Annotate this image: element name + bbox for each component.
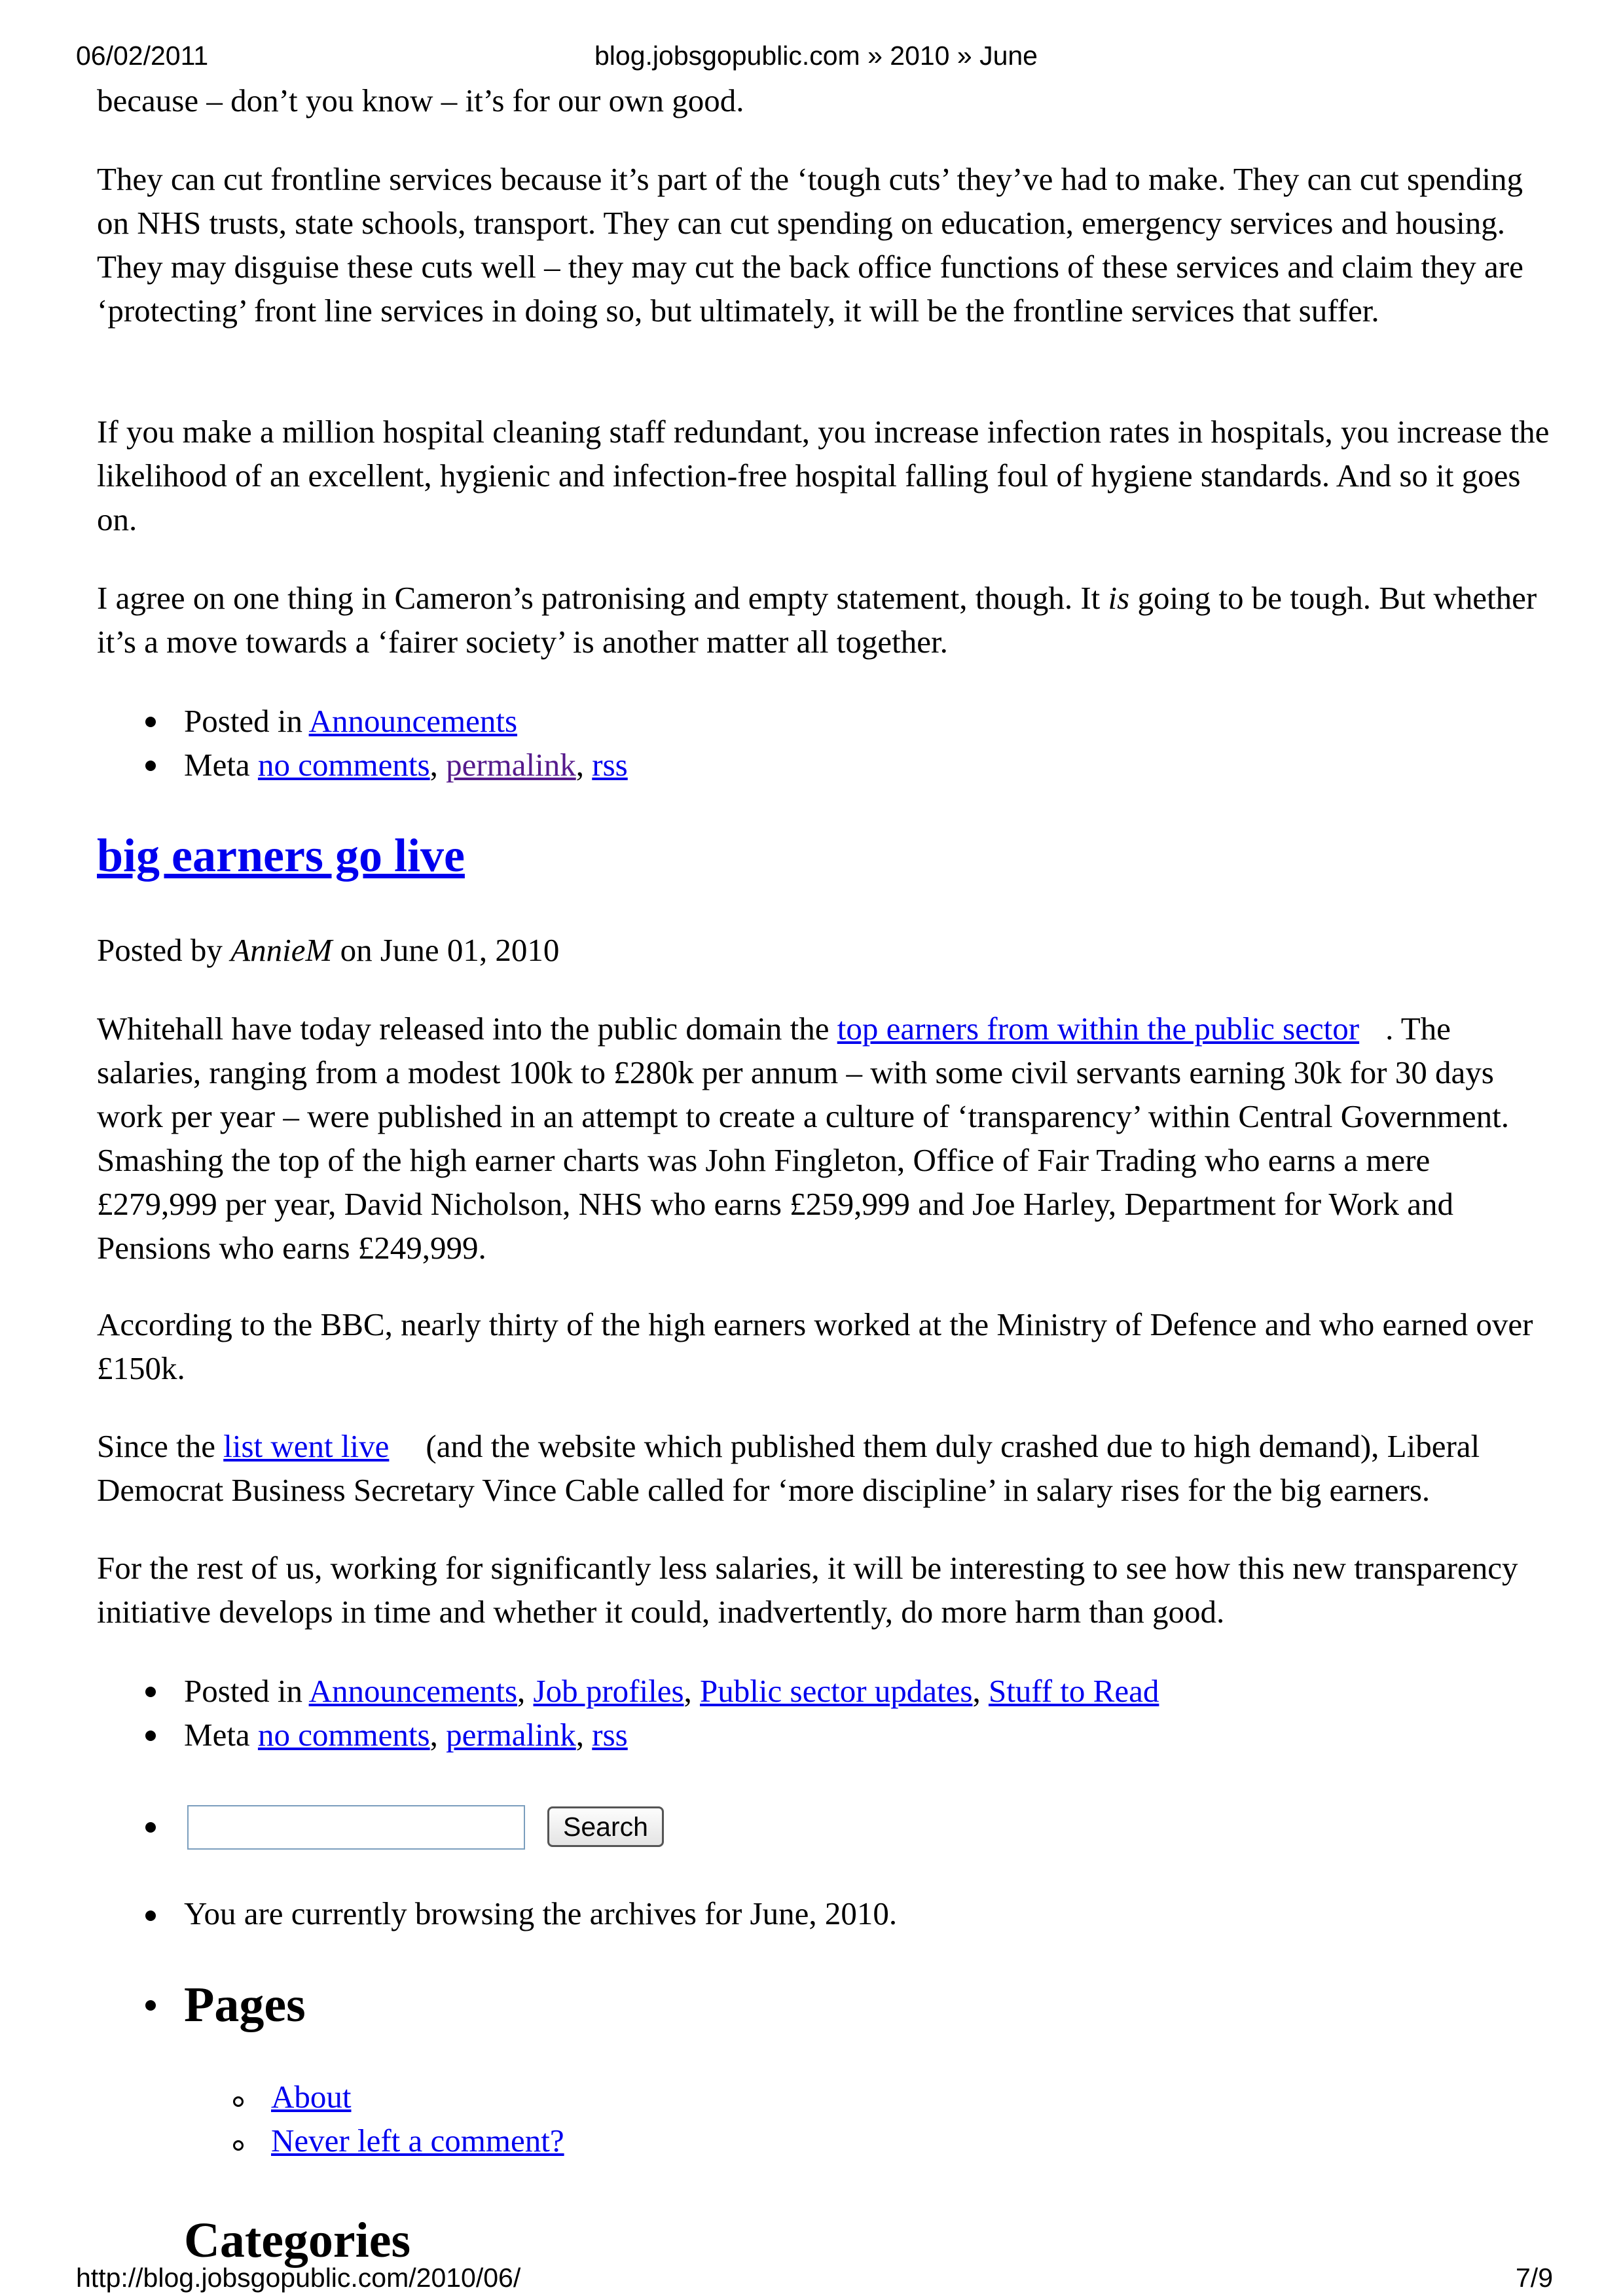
meta-item: Meta no comments, permalink, rss [97, 1713, 1537, 1757]
category-link-announcements[interactable]: Announcements [308, 1673, 518, 1709]
post-meta-list [97, 1669, 1537, 1757]
post-title-link[interactable]: big earners go live [97, 829, 465, 882]
prev-post-paragraph: I agree on one thing in Cameron’s patronising and empty statement, though. It is going to be tough. But whether it’s a move towards a ‘fairer society’ is another matter all together. [97, 580, 1537, 660]
top-earners-link[interactable]: top earners from within the public sector [837, 1011, 1360, 1047]
search-input[interactable] [187, 1805, 525, 1850]
category-link-stuff-to-read[interactable]: Stuff to Read [988, 1673, 1159, 1709]
print-footer-url: http://blog.jobsgopublic.com/2010/06/ [76, 2263, 521, 2293]
category-link-public-sector-updates[interactable]: Public sector updates [700, 1673, 973, 1709]
print-footer-page-number: 7/9 [1516, 2263, 1553, 2293]
archive-note: You are currently browsing the archives for June, 2010. [184, 1895, 898, 1931]
no-comments-link[interactable]: no comments [257, 747, 430, 783]
post-paragraph: Whitehall have today released into the public domain the top earners from within the public sector . The salaries, ranging from a modest 100k to £280k per annum – with some civil servants earning 30k for 30 days work per year – were published in an attempt to create a culture of ‘transparency’ within Central Government. Smashing the top of the high earner charts was John Fingleton, Office of Fair Trading who earns a mere £279,999 per year, David Nicholson, NHS who earns £259,999 and Joe Harley, Department for Work and Pensions who earns £249,999. [97, 1011, 1509, 1266]
circle-bullet [233, 2140, 244, 2151]
post-paragraph: For the rest of us, working for significantly less salaries, it will be interesting to see how this new transparency initiative develops in time and whether it could, inadvertently, do more harm than good. [97, 1550, 1518, 1630]
category-link-announcements[interactable]: Announcements [308, 703, 518, 739]
post-paragraph: Since the list went live (and the website which published them duly crashed due to high demand), Liberal Democrat Business Secretary Vince Cable called for ‘more discipline’ in salary rises for the big earners. [97, 1428, 1480, 1508]
no-comments-link[interactable]: no comments [257, 1717, 430, 1753]
page-link-about[interactable]: About [271, 2079, 352, 2115]
post-paragraph: According to the BBC, nearly thirty of the high earners worked at the Ministry of Defence and who earned over £150k. [97, 1306, 1533, 1386]
post-title [97, 826, 465, 885]
permalink-link[interactable]: permalink [446, 747, 576, 783]
page-link-never-left-comment[interactable]: Never left a comment? [271, 2123, 564, 2159]
posted-in-item: Posted in Announcements, Job profiles, Public sector updates, Stuff to Read [97, 1669, 1537, 1713]
print-header-date: 06/02/2011 [76, 41, 209, 71]
bullet [145, 1822, 156, 1833]
prev-post-meta-list [97, 699, 1537, 787]
bullet [145, 2000, 156, 2011]
circle-bullet [233, 2096, 244, 2107]
category-link-job-profiles[interactable]: Job profiles [533, 1673, 684, 1709]
rss-link[interactable]: rss [592, 1717, 628, 1753]
prev-post-paragraph: They can cut frontline services because it’s part of the ‘tough cuts’ they’ve had to make. They can cut spending on NHS trusts, state schools, transport. They can cut spending on education, emergency services and housing. They may disguise these cuts well – they may cut the back office functions of these services and claim they are ‘protecting’ front line services in doing so, but ultimately, it will be the frontline services that suffer. [97, 161, 1523, 329]
bullet [145, 1910, 156, 1921]
post-byline: Posted by AnnieM on June 01, 2010 [97, 932, 560, 968]
prev-post-paragraph: because – don’t you know – it’s for our own good. [97, 82, 744, 118]
posted-in-item: Posted in Announcements [97, 699, 1537, 743]
meta-item: Meta no comments, permalink, rss [97, 743, 1537, 787]
post-author: AnnieM [230, 932, 333, 968]
permalink-link[interactable]: permalink [446, 1717, 576, 1753]
rss-link[interactable]: rss [592, 747, 628, 783]
pages-heading: Pages [184, 1977, 306, 2032]
print-header-title: blog.jobsgopublic.com » 2010 » June [594, 41, 1038, 71]
prev-post-paragraph: If you make a million hospital cleaning staff redundant, you increase infection rates in hospitals, you increase the likelihood of an excellent, hygienic and infection-free hospital falling foul of hygiene standards. And so it goes on. [97, 414, 1550, 537]
categories-heading-cut-off: Categories [184, 2213, 411, 2268]
search-button[interactable]: Search [547, 1806, 664, 1847]
list-went-live-link[interactable]: list went live [223, 1428, 390, 1464]
